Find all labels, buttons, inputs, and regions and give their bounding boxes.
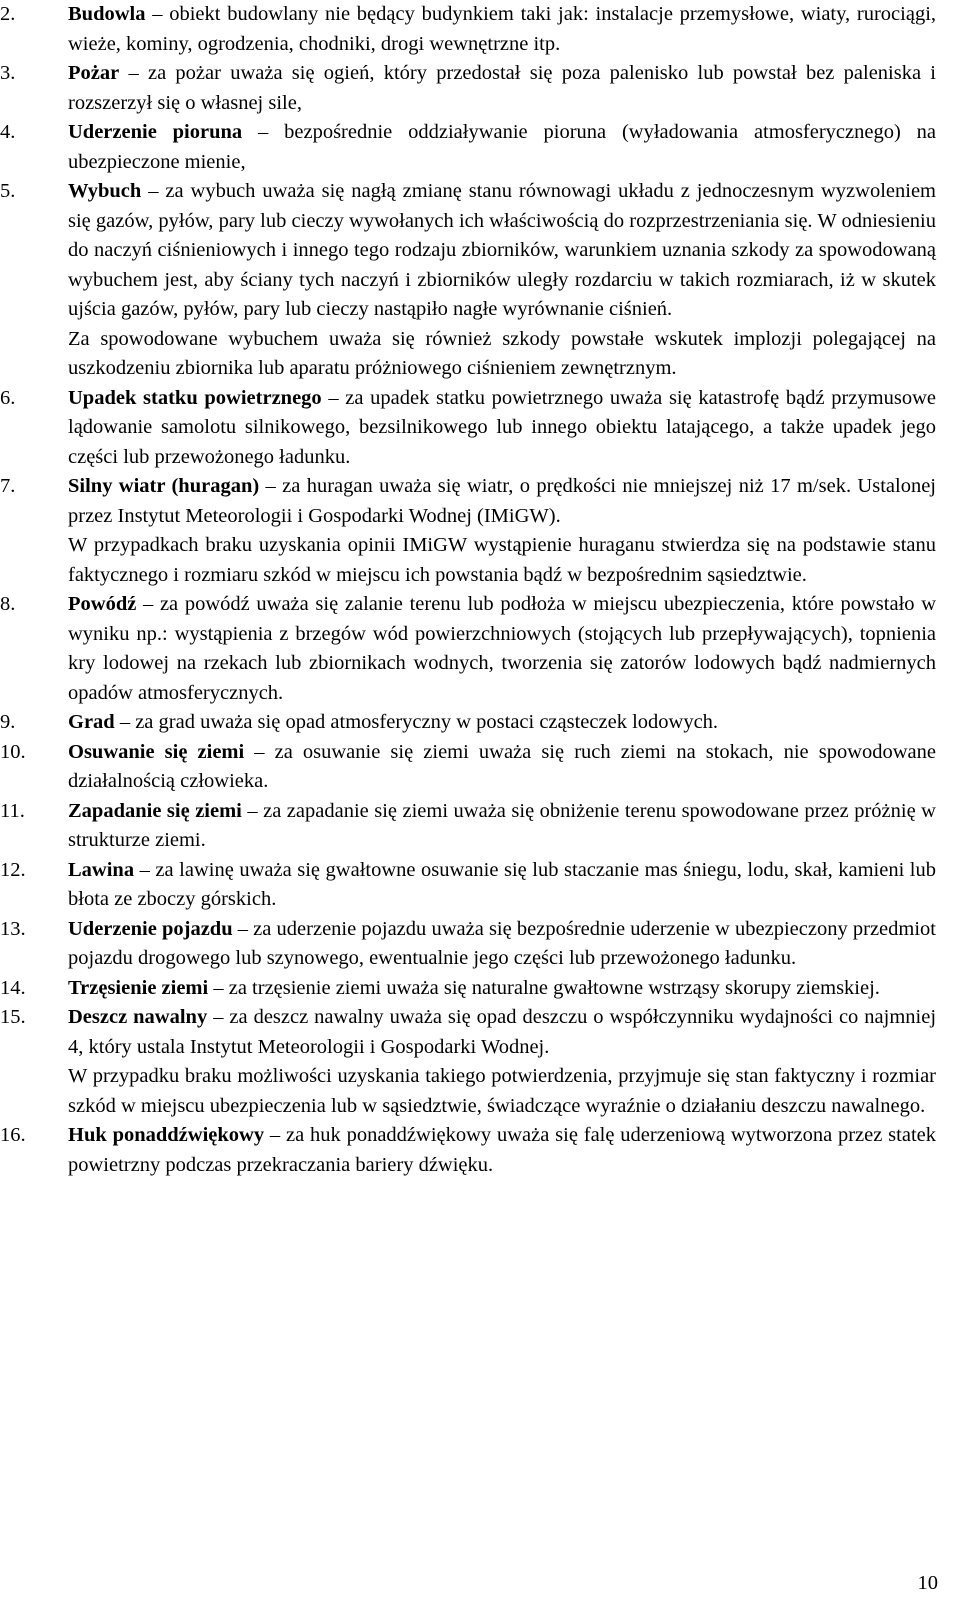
item-paragraph <box>68 708 936 738</box>
item-number: 5. <box>0 180 16 202</box>
item-text: – za huragan uważa się wiatr, o prędkości nie mniejszej niż 17 m/sek. Ustalonej przez Instytut Meteorologii i Gospodarki Wodnej (IMiGW). <box>68 475 936 527</box>
list-item <box>0 384 936 473</box>
item-number: 16. <box>0 1124 26 1146</box>
item-number: 13. <box>0 917 26 940</box>
item-paragraph <box>68 531 936 590</box>
item-paragraph <box>68 118 936 177</box>
list-item <box>0 1121 936 1180</box>
item-text: – bezpośrednie oddziaływanie pioruna (wyładowania atmosferycznego) na ubezpieczone mienie, <box>68 121 937 173</box>
item-term: Trzęsienie ziemi <box>68 976 209 999</box>
item-term: Silny wiatr (huragan) <box>68 475 260 497</box>
item-number: 15. <box>0 1006 26 1028</box>
list-item <box>0 797 936 856</box>
item-paragraph <box>68 177 936 325</box>
page-number: 10 <box>917 1571 938 1594</box>
item-text: – za huk ponaddźwiękowy uważa się falę uderzeniową wytworzona przez statek powietrzny podczas przekraczania bariery dźwięku. <box>68 1124 936 1176</box>
item-paragraph <box>68 974 936 1004</box>
item-paragraph <box>68 325 936 384</box>
item-term: Pożar <box>68 62 120 84</box>
item-text: – za uderzenie pojazdu uważa się bezpośrednie uderzenie w ubezpieczony przedmiot pojazdu drogowego lub szynowego, ewentualnie jego części lub przewożonego ładunku. <box>68 917 936 969</box>
item-paragraph <box>68 1062 936 1121</box>
item-number: 12. <box>0 858 26 881</box>
item-term: Budowla <box>68 3 146 25</box>
item-number: 8. <box>0 593 16 615</box>
item-term: Zapadanie się ziemi <box>68 799 242 822</box>
list-item <box>0 59 936 118</box>
item-term: Upadek statku powietrznego <box>68 386 322 409</box>
item-paragraph <box>68 738 936 797</box>
item-text: – za pożar uważa się ogień, który przedostał się poza palenisko lub powstał bez paleniska i rozszerzył się o własnej sile, <box>68 62 937 114</box>
item-paragraph <box>68 1003 936 1062</box>
item-text: – za lawinę uważa się gwałtowne osuwanie się lub staczanie mas śniegu, lodu, skał, kamieni lub błota ze zboczy górskich. <box>68 858 936 910</box>
item-text: – obiekt budowlany nie będący budynkiem taki jak: instalacje przemysłowe, wiaty, rurociągi, wieże, kominy, ogrodzenia, chodniki, drogi wewnętrzne itp. <box>68 3 937 55</box>
item-term: Uderzenie pojazdu <box>68 917 233 940</box>
item-paragraph <box>68 797 936 856</box>
item-text: – za upadek statku powietrznego uważa się katastrofę bądź przymusowe lądowanie samolotu silnikowego, bezsilnikowego lub innego obiektu latającego, a także upadek jego części lub przewożonego ładunku. <box>68 386 937 468</box>
item-text: – za zapadanie się ziemi uważa się obniżenie terenu spowodowane przez próżnię w strukturze ziemi. <box>68 799 936 851</box>
item-number: 6. <box>0 386 16 409</box>
item-paragraph <box>68 590 936 708</box>
item-paragraph <box>68 856 936 915</box>
item-paragraph <box>68 59 936 118</box>
list-item <box>0 472 936 590</box>
item-number: 11. <box>0 799 25 822</box>
list-item <box>0 590 936 708</box>
item-paragraph <box>68 915 936 974</box>
item-text: – za powódź uważa się zalanie terenu lub podłoża w miejscu ubezpieczenia, które powstało w wyniku np.: wystąpienia z brzegów wód powierzchniowych (stojących lub przepływających), topnienia kry lodowej na rzekach lub zbiornikach wodnych, tworzenia się zatorów lodowych bądź nadmiernych opadów atmosferycznych. <box>68 593 937 704</box>
list-item <box>0 974 936 1004</box>
item-text: – za wybuch uważa się nagłą zmianę stanu równowagi układu z jednoczesnym wyzwoleniem się gazów, pyłów, pary lub cieczy wywołanych ich właściwością do rozprzestrzeniania się. W odniesieniu do naczyń ciśnieniowych i innego tego rodzaju zbiorników, warunkiem uznania szkody za spowodowaną wybuchem jest, aby ściany tych naczyń i zbiorników uległy rozdarciu w takich rozmiarach, iż w skutek ujścia gazów, pyłów, pary lub cieczy nastąpiło nagłe wyrównanie ciśnień. <box>68 180 936 320</box>
item-paragraph <box>68 1121 936 1180</box>
item-term: Uderzenie pioruna <box>68 121 243 143</box>
item-text: – za osuwanie się ziemi uważa się ruch ziemi na stokach, nie spowodowane działalnością człowieka. <box>68 740 937 792</box>
list-item <box>0 915 936 974</box>
item-term: Powódź <box>68 593 137 615</box>
list-item <box>0 856 936 915</box>
item-text: W przypadku braku możliwości uzyskania takiego potwierdzenia, przyjmuje się stan faktyczny i rozmiar szkód w miejscu ubezpieczenia lub w sąsiedztwie, świadczące wyraźnie o działaniu deszczu nawalnego. <box>68 1065 936 1117</box>
item-term: Lawina <box>68 858 135 881</box>
item-number: 10. <box>0 740 26 763</box>
item-paragraph <box>68 0 936 59</box>
item-term: Osuwanie się ziemi <box>68 740 245 763</box>
item-text: – za grad uważa się opad atmosferyczny w postaci cząsteczek lodowych. <box>119 711 719 733</box>
list-item <box>0 708 936 738</box>
item-number: 3. <box>0 62 16 84</box>
item-number: 14. <box>0 976 26 999</box>
item-term: Grad <box>68 711 115 733</box>
item-text: Za spowodowane wybuchem uważa się również szkody powstałe wskutek implozji polegającej na uszkodzeniu zbiornika lub aparatu próżniowego ciśnieniem zewnętrznym. <box>68 327 936 379</box>
item-paragraph <box>68 472 936 531</box>
item-term: Deszcz nawalny <box>68 1006 208 1028</box>
item-text: – za deszcz nawalny uważa się opad deszczu o współczynniku wydajności co najmniej 4, który ustala Instytut Meteorologii i Gospodarki Wodnej. <box>68 1006 937 1058</box>
item-text: – za trzęsienie ziemi uważa się naturalne gwałtowne wstrząsy skorupy ziemskiej. <box>213 976 880 999</box>
list-item <box>0 177 936 384</box>
item-number: 2. <box>0 3 16 25</box>
item-paragraph <box>68 384 936 473</box>
list-item <box>0 738 936 797</box>
item-text: W przypadkach braku uzyskania opinii IMiGW wystąpienie huraganu stwierdza się na podstawie stanu faktycznego i rozmiaru szkód w miejscu ich powstania bądź w bezpośrednim sąsiedztwie. <box>68 534 936 586</box>
list-item <box>0 118 936 177</box>
item-number: 7. <box>0 475 16 497</box>
list-item <box>0 0 936 59</box>
item-number: 4. <box>0 121 16 143</box>
item-term: Wybuch <box>68 180 142 202</box>
item-number: 9. <box>0 711 16 733</box>
item-term: Huk ponaddźwiękowy <box>68 1124 265 1146</box>
list-item <box>0 1003 936 1121</box>
